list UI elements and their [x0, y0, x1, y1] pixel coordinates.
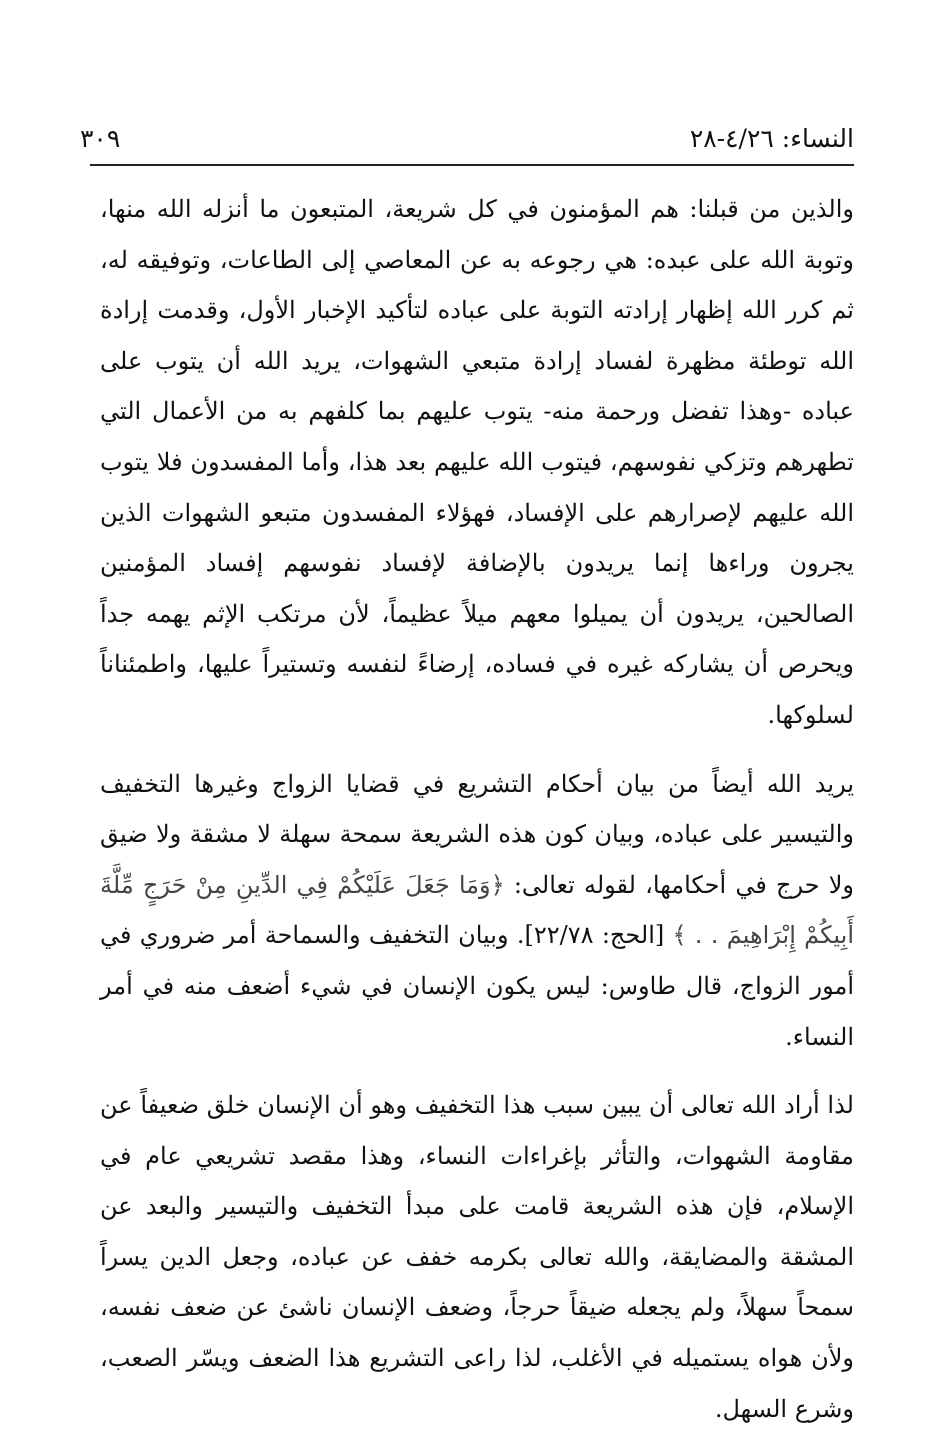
header-divider	[90, 164, 854, 166]
page-header	[80, 118, 854, 158]
verse-citation: [الحج: ٢٢/٧٨]	[524, 921, 665, 950]
page-body	[100, 184, 854, 1452]
chapter-reference: النساء: ٤/٢٦-٢٨	[689, 123, 854, 153]
paragraph-text: لذا أراد الله تعالى أن يبين سبب هذا التخفيف وهو أن الإنسان خلق ضعيفاً عن مقاومة الشهوات، والتأثر بإغراءات النساء، وهذا مقصد تشريعي عام في الإسلام، فإن هذه الشريعة قامت على مبدأ التخفيف والتيسير والبعد عن المشقة والمضايقة، والله تعالى بكرمه خفف عن عباده، وجعل الدين يسراً سمحاً سهلاً، ولم يجعله ضيقاً حرجاً، وضعف الإنسان ناشئ عن ضعف نفسه، ولأن هواه يستميله في الأغلب، لذا راعى التشريع هذا الضعف ويسّر الصعب، وشرع السهل.	[100, 1091, 854, 1423]
paragraph-text-after-verse: . وبيان التخفيف والسماحة أمر ضروري في أمور الزواج، قال طاوس: ليس يكون الإنسان في شيء أضعف منه في أمر النساء.	[100, 921, 854, 1051]
paragraph-text-before-verse: يريد الله أيضاً من بيان أحكام التشريع في قضايا الزواج وغيرها التخفيف والتيسير على عباده، وبيان كون هذه الشريعة سمحة سهلة لا مشقة ولا ضيق ولا حرج في أحكامها، لقوله تعالى:	[100, 769, 854, 899]
page-number: ٣٠٩	[80, 123, 121, 153]
paragraph-1	[100, 184, 854, 741]
paragraph-text: والذين من قبلنا: هم المؤمنون في كل شريعة، المتبعون ما أنزله الله منها، وتوبة الله على عبده: هي رجوعه به عن المعاصي إلى الطاعات، وتوفيقه له، ثم كرر الله إظهار إرادته التوبة على عباده لتأكيد الإخبار الأول، وقدمت إرادة الله توطئة مظهرة لفساد إرادة متبعي الشهوات، يريد الله أن يتوب على عباده -وهذا تفضل ورحمة منه- يتوب عليهم بما كلفهم به من الأعمال التي تطهرهم وتزكي نفوسهم، فيتوب الله عليهم بعد هذا، وأما المفسدون فلا يتوب الله عليهم لإصرارهم على الإفساد، فهؤلاء المفسدون متبعو الشهوات الذين يجرون وراءها إنما يريدون بالإضافة لإفساد نفوسهم إفساد المؤمنين الصالحين، يريدون أن يميلوا معهم ميلاً عظيماً، لأن مرتكب الإثم يهمه جداً ويحرص أن يشاركه غيره في فساده، إرضاءً لنفسه وتستيراً عليها، واطمئناناً لسلوكها.	[100, 195, 854, 729]
paragraph-2	[100, 759, 854, 1063]
paragraph-text	[100, 759, 854, 1063]
quran-verse: ﴿وَمَا جَعَلَ عَلَيْكُمْ فِي الدِّينِ مِنْ حَرَجٍ مِّلَّةَ أَبِيكُمْ إِبْرَاهِيمَ . . ﴾	[100, 870, 854, 950]
paragraph-3	[100, 1080, 854, 1434]
